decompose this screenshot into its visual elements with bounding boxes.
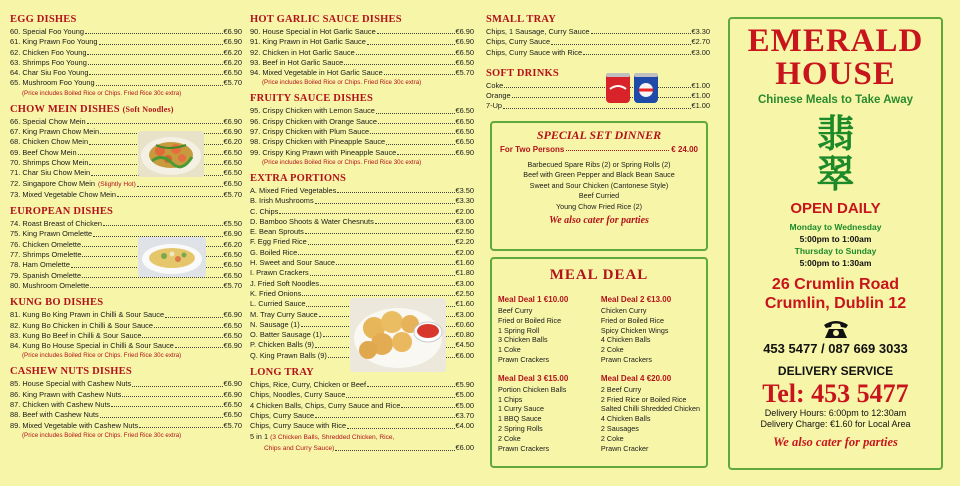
menu-item-price: €6.50 — [223, 400, 242, 410]
menu-item-price: €2.00 — [455, 206, 474, 216]
menu-item-name: Chips, Curry Sauce with Rice — [250, 421, 347, 431]
menu-item-row — [250, 411, 474, 421]
menu-item-name: A. Mixed Fried Vegetables — [250, 185, 337, 195]
menu-item-price: €5.00 — [455, 400, 474, 410]
menu-item-price: €6.90 — [223, 389, 242, 399]
meal-deal-item: 2 Coke — [600, 345, 624, 355]
garlic-note: (Price includes Boiled Rice or Chips. Fried Rice 30c extra) — [262, 79, 422, 87]
special-set-dinner-box — [490, 121, 708, 251]
menu-item-price: €6.50 — [223, 147, 242, 157]
meal-deal-item: Prawn Crackers — [498, 443, 550, 453]
set-dinner-item: Young Chow Fried Rice (2) — [555, 201, 643, 211]
menu-item-price: €2.50 — [455, 288, 474, 298]
extra-title: EXTRA PORTIONS — [250, 172, 347, 184]
menu-item-row — [10, 48, 242, 58]
menu-item-price: €6.50 — [455, 47, 474, 57]
opening-days-2: Thursday to Sunday — [794, 246, 877, 256]
menu-item-name: 76. Chicken Omelette — [10, 239, 82, 249]
menu-item-row — [250, 137, 474, 147]
chinese-character-1: 翡 — [816, 112, 855, 156]
menu-item-name: Chips, Curry Sauce with Rice — [486, 47, 583, 57]
opening-hours-2: 5:00pm to 1:30am — [799, 258, 872, 268]
meal-deal-item: 1 Coke — [498, 345, 521, 355]
menu-item-row — [250, 421, 474, 431]
set-dinner-cater: We also cater for parties — [549, 215, 649, 227]
menu-item-price: €5.00 — [455, 390, 474, 400]
menu-item-name: Q. King Prawn Balls (9) — [250, 350, 327, 360]
menu-item-name: Coke — [486, 80, 504, 90]
menu-item-name: Chips, Noodles, Curry Sauce — [250, 390, 346, 400]
open-daily: OPEN DAILY — [790, 200, 881, 217]
menu-item-price: €1.80 — [455, 268, 474, 278]
menu-item-price: €3.00 — [455, 309, 474, 319]
meal-deal-item: Chicken Curry — [600, 306, 647, 315]
meal-deal-item: 1 BBQ Sauce — [498, 414, 542, 424]
cashew-note: (Price includes Boiled Rice or Chips. Fried Rice 30c extra) — [22, 431, 182, 439]
menu-item-row — [10, 331, 242, 341]
menu-item-row — [10, 117, 242, 127]
set-dinner-item: Sweet and Sour Chicken (Cantonese Style) — [529, 180, 669, 190]
long-tray-title: LONG TRAY — [250, 367, 314, 379]
set-dinner-item: Barbecued Spare Ribs (2) or Spring Rolls (2) — [527, 160, 671, 169]
set-dinner-item: Beef with Green Pepper and Black Bean Sauce — [523, 170, 675, 180]
kung-bo-title: KUNG BO DISHES — [10, 297, 104, 309]
meal-deal-item: Prawn Crackers — [600, 354, 653, 364]
address-line2: Crumlin, Dublin 12 — [764, 295, 907, 312]
menu-item-row — [10, 271, 242, 281]
menu-item-row — [250, 248, 474, 258]
menu-item-price: €6.50 — [455, 127, 474, 137]
chow-mein-photo — [138, 131, 204, 177]
menu-item-price: €6.50 — [223, 168, 242, 178]
menu-item-row — [250, 148, 474, 158]
menu-item-price: €6.50 — [223, 410, 242, 420]
menu-item-row — [250, 258, 474, 268]
soft-drinks-title: SOFT DRINKS — [486, 67, 559, 79]
menu-item-row — [10, 400, 242, 410]
set-dinner-item: Beef Curried — [578, 191, 620, 201]
menu-item-price: €6.20 — [223, 239, 242, 249]
menu-item-row — [10, 168, 242, 178]
european-dishes-title: EUROPEAN DISHES — [10, 206, 114, 218]
menu-item-row — [10, 250, 242, 260]
meal-deal-item: 2 Spring Rolls — [498, 423, 543, 433]
menu-item-name: Chips, 1 Sausage, Curry Sauce — [486, 27, 590, 36]
menu-item-row — [486, 48, 710, 58]
menu-item-price: €6.90 — [223, 116, 242, 126]
menu-item-price: €6.90 — [223, 127, 242, 137]
menu-item-row — [250, 27, 474, 37]
brand-name-line1: EMERALD — [747, 23, 924, 59]
soft-drink-cans-photo — [604, 71, 660, 105]
fruity-title: FRUITY SAUCE DISHES — [250, 93, 374, 105]
menu-item-row — [486, 27, 710, 37]
delivery-service: DELIVERY SERVICE — [777, 364, 894, 378]
small-tray-list — [486, 27, 710, 58]
egg-dishes-note: (Price includes Boiled Rice or Chips. Fried Rice 30c extra) — [22, 89, 182, 97]
menu-item-row — [10, 127, 242, 137]
meal-deal-item: 3 Chicken Balls — [498, 335, 548, 345]
menu-item-row — [10, 310, 242, 320]
menu-item-price: €3.00 — [455, 278, 474, 288]
menu-item-price: €4.50 — [455, 340, 474, 350]
menu-item-name: 77. Shrimps Omelette — [10, 250, 82, 260]
chow-mein-list — [10, 117, 242, 200]
menu-item-name: 82. Kung Bo Chicken in Chilli & Sour Sauce — [10, 320, 153, 330]
menu-item-row — [10, 78, 242, 88]
menu-item-name: 96. Crispy Chicken with Orange Sauce — [250, 116, 377, 126]
menu-item-name: B. Irish Mushrooms — [250, 196, 314, 206]
menu-item-price: €1.60 — [455, 258, 474, 268]
menu-item-row — [250, 58, 474, 68]
menu-item-row — [10, 68, 242, 78]
meal-deal-item: Beef Curry — [498, 306, 533, 315]
kung-bo-list — [10, 310, 242, 351]
menu-item-row — [10, 190, 242, 200]
menu-item-price: €6.50 — [223, 157, 242, 167]
small-tray-title: SMALL TRAY — [486, 14, 556, 25]
meal-deal-item: Fried or Boiled Rice — [600, 315, 665, 325]
meal-deal-item: 2 Coke — [498, 433, 521, 443]
menu-item-name: 90. House Special in Hot Garlic Sauce — [250, 27, 376, 36]
meal-deal-item: Salted Chilli Shredded Chicken — [600, 404, 700, 414]
menu-item-name: P. Chicken Balls (9) — [250, 340, 314, 350]
menu-item-name: 84. Kung Bo House Special in Chilli & Sour Sauce — [10, 341, 174, 351]
meal-deal-item: 4 Chicken Balls — [600, 335, 651, 345]
five-in-one-row: 5 in 1 (3 Chicken Balls, Shredded Chicken, Rice, — [250, 431, 395, 441]
menu-item-name: Chips, Curry Sauce — [250, 410, 315, 420]
meal-deal-item: Prawn Cracker — [600, 443, 649, 453]
garlic-list — [250, 27, 474, 78]
menu-item-row — [10, 219, 242, 229]
meal-deal-grid — [492, 294, 706, 453]
brand-name-line2: HOUSE — [775, 56, 896, 92]
menu-item-name: 83. Kung Bo Beef in Chilli & Sour Sauce — [10, 330, 142, 340]
menu-item-name: 63. Shrimps Foo Young — [10, 57, 87, 67]
menu-item-price: €6.90 — [223, 379, 242, 389]
chicken-balls-photo — [350, 298, 446, 372]
phone-numbers: 453 5477 / 087 669 3033 — [763, 341, 908, 356]
menu-item-price: €6.90 — [223, 27, 242, 36]
menu-item-row — [486, 81, 710, 91]
menu-item-row — [10, 390, 242, 400]
menu-item-price: €6.90 — [223, 310, 242, 320]
menu-item-price: €2.50 — [455, 227, 474, 237]
menu-item-price: €6.00 — [455, 350, 474, 360]
menu-item-name: I. Prawn Crackers — [250, 268, 309, 278]
menu-item-name: 62. Chicken Foo Young — [10, 47, 87, 57]
delivery-hours: Delivery Hours: 6:00pm to 12:30am — [764, 408, 907, 418]
menu-item-price: €6.90 — [223, 341, 242, 351]
menu-item-name: 91. King Prawn in Hot Garlic Sauce — [250, 37, 366, 47]
menu-item-name: 78. Ham Omelette — [10, 260, 70, 270]
menu-item-price: €6.50 — [455, 137, 474, 147]
menu-item-name: 73. Mixed Vegetable Chow Mein — [10, 189, 116, 199]
menu-item-price: €6.20 — [223, 47, 242, 57]
meal-deal-item: 1 Spring Roll — [498, 325, 540, 335]
menu-item-price: €6.50 — [223, 250, 242, 260]
long-tray-list — [250, 380, 474, 431]
menu-item-name: 65. Mushroom Foo Young — [10, 78, 95, 88]
meal-deal-item: Prawn Crackers — [498, 354, 550, 364]
menu-item-row — [250, 401, 474, 411]
meal-deal-item: 2 Fried Rice or Boiled Rice — [600, 394, 687, 404]
menu-item-price: €6.50 — [223, 178, 242, 188]
menu-item-name: 92. Chicken in Hot Garlic Sauce — [250, 47, 355, 57]
opening-hours-1: 5:00pm to 1:00am — [799, 234, 872, 244]
menu-item-name: E. Bean Sprouts — [250, 227, 304, 237]
menu-item-name: C. Chips — [250, 206, 279, 216]
telephone-icon — [822, 319, 850, 339]
menu-item-price: €3.50 — [455, 185, 474, 195]
menu-item-row — [10, 58, 242, 68]
menu-item-row — [250, 390, 474, 400]
menu-item-price: €5.70 — [455, 68, 474, 78]
menu-item-name: 81. Kung Bo King Prawn in Chilli & Sour Sauce — [10, 310, 165, 320]
menu-item-name: 80. Mushroom Omelette — [10, 280, 90, 290]
menu-item-name: 7-Up — [486, 101, 503, 111]
menu-item-price: €3.30 — [455, 196, 474, 206]
menu-item-row — [10, 281, 242, 291]
menu-item-price: €6.50 — [223, 270, 242, 280]
menu-item-row — [10, 321, 242, 331]
menu-item-name: 68. Chicken Chow Mein — [10, 137, 89, 147]
cashew-list — [10, 379, 242, 430]
menu-item-price: €6.50 — [455, 57, 474, 67]
meal-deal-title: MEAL DEAL — [549, 267, 649, 283]
menu-item-price: €6.90 — [223, 37, 242, 47]
menu-item-price: €4.00 — [455, 421, 474, 431]
menu-item-row — [250, 37, 474, 47]
menu-item-name: 64. Char Siu Foo Young — [10, 68, 89, 78]
menu-item-price: €6.20 — [223, 57, 242, 67]
omelette-photo — [138, 237, 206, 277]
menu-item-row — [250, 196, 474, 206]
menu-item-name: M. Tray Curry Sauce — [250, 309, 318, 319]
egg-dishes-list — [10, 27, 242, 89]
meal-deal-3: Meal Deal 3 €15.00 Portion Chicken Balls 1 Chips 1 Curry Sauce 1 BBQ Sauce 2 Spring Rolls 2 Coke Prawn Crackers — [498, 373, 597, 454]
menu-item-price: €6.50 — [223, 320, 242, 330]
menu-item-name: K. Fried Onions — [250, 288, 302, 298]
menu-item-price: €5.50 — [223, 219, 242, 229]
menu-item-name: H. Sweet and Sour Sauce — [250, 258, 336, 268]
menu-item-name: 74. Roast Breast of Chicken — [10, 219, 103, 229]
menu-item-row — [250, 380, 474, 390]
menu-item-name: Chips, Curry Sauce — [486, 37, 551, 47]
menu-item-row — [250, 227, 474, 237]
menu-item-price: €6.50 — [455, 106, 474, 116]
menu-item-price: €6.50 — [223, 68, 242, 78]
menu-item-price: €5.70 — [223, 189, 242, 199]
meal-deal-item: Fried or Boiled Rice — [498, 315, 562, 325]
fruity-list — [250, 106, 474, 157]
chow-mein-title: CHOW MEIN DISHES (Soft Noodles) — [10, 103, 174, 115]
menu-item-price: €2.70 — [691, 37, 710, 47]
menu-item-price: €3.30 — [691, 27, 710, 36]
menu-item-name: J. Fried Soft Noodles — [250, 278, 320, 288]
cashew-title: CASHEW NUTS DISHES — [10, 366, 132, 378]
menu-item-row — [10, 37, 242, 47]
menu-item-price: €5.70 — [223, 280, 242, 290]
menu-item-name: N. Sausage (1) — [250, 319, 300, 329]
menu-item-name: 71. Char Siu Chow Mein — [10, 168, 91, 178]
menu-item-row — [250, 279, 474, 289]
menu-item-price: €6.50 — [223, 260, 242, 270]
meal-deal-item: 1 Curry Sauce — [498, 404, 544, 414]
menu-item-name: 79. Spanish Omelette — [10, 270, 82, 280]
menu-column-1 — [10, 0, 242, 486]
menu-item-row — [486, 91, 710, 101]
menu-item-name: 69. Beef Chow Mein — [10, 147, 77, 157]
menu-item-price: €6.20 — [223, 137, 242, 147]
delivery-charge: Delivery Charge: €1.60 for Local Area — [760, 419, 911, 429]
menu-item-name: 60. Special Foo Young — [10, 27, 84, 36]
menu-item-row — [10, 158, 242, 168]
menu-item-name: 85. House Special with Cashew Nuts — [10, 379, 132, 389]
menu-item-name: 4 Chicken Balls, Chips, Curry Sauce and Rice — [250, 400, 401, 410]
egg-dishes-title: EGG DISHES — [10, 14, 77, 25]
menu-item-name: Orange — [486, 91, 511, 101]
garlic-title: HOT GARLIC SAUCE DISHES — [250, 14, 402, 25]
menu-item-row — [250, 186, 474, 196]
menu-item-price: €6.90 — [455, 147, 474, 157]
menu-item-name: 61. King Prawn Foo Young — [10, 37, 98, 47]
menu-item-row — [250, 48, 474, 58]
meal-deal-1: Meal Deal 1 €10.00 Beef Curry Fried or Boiled Rice 1 Spring Roll 3 Chicken Balls 1 Coke Prawn Crackers — [498, 294, 597, 365]
menu-item-row — [486, 37, 710, 47]
menu-item-row — [10, 240, 242, 250]
meal-deal-item: 4 Chicken Balls — [600, 414, 651, 424]
menu-item-name: Chips, Rice, Curry, Chicken or Beef — [250, 380, 367, 390]
menu-item-row — [10, 379, 242, 389]
set-dinner-items — [492, 160, 706, 212]
menu-item-name: 99. Crispy King Prawn with Pineapple Sauce — [250, 147, 397, 157]
menu-item-price: €3.70 — [455, 410, 474, 420]
menu-item-price: €6.90 — [455, 37, 474, 47]
kung-bo-note: (Price includes Boiled Rice or Chips. Fried Rice 30c extra) — [22, 352, 182, 360]
menu-item-row — [10, 148, 242, 158]
menu-item-row — [10, 179, 242, 190]
menu-item-row — [10, 421, 242, 431]
menu-item-price: €0.80 — [455, 330, 474, 340]
menu-item-name: 97. Crispy Chicken with Plum Sauce — [250, 127, 370, 137]
menu-item-row — [10, 260, 242, 270]
menu-item-price: €6.50 — [455, 116, 474, 126]
meal-deal-item: 2 Sausages — [600, 423, 639, 433]
five-in-one-row-2: Chips and Curry Sauce) €6.00 — [264, 442, 474, 452]
meal-deal-item: Portion Chicken Balls — [498, 384, 567, 394]
menu-item-name: 94. Mixed Vegetable in Hot Garlic Sauce — [250, 68, 383, 78]
menu-item-row — [250, 68, 474, 78]
menu-item-price: €5.70 — [223, 420, 242, 430]
menu-item-row — [10, 229, 242, 239]
meal-deal-item: 1 Chips — [498, 394, 523, 404]
menu-item-row — [250, 207, 474, 217]
menu-item-price: €1.00 — [691, 91, 710, 101]
menu-item-price: €3.00 — [691, 47, 710, 57]
meal-deal-4: Meal Deal 4 €20.00 2 Beef Curry 2 Fried Rice or Boiled Rice Salted Chilli Shredded Chicken 4 Chicken Balls 2 Sausages 2 Coke Prawn Cracker — [600, 373, 700, 453]
brand-cater: We also cater for parties — [773, 435, 898, 449]
meal-deal-item: Spicy Chicken Wings — [600, 325, 669, 335]
menu-item-price: €1.60 — [455, 299, 474, 309]
menu-item-name: 75. King Prawn Omelette — [10, 229, 93, 239]
meal-deal-item: 2 Beef Curry — [600, 384, 642, 394]
menu-item-name: 86. King Prawn with Cashew Nuts — [10, 389, 122, 399]
brand-panel — [728, 17, 943, 470]
brand-tagline: Chinese Meals to Take Away — [757, 94, 914, 106]
menu-item-price: €6.90 — [455, 27, 474, 36]
menu-item-row — [250, 217, 474, 227]
menu-item-name: 66. Special Chow Mein — [10, 116, 86, 126]
set-dinner-persons: For Two Persons € 24.00 — [500, 145, 698, 154]
menu-item-price: €0.60 — [455, 319, 474, 329]
menu-item-price: €6.90 — [223, 229, 242, 239]
menu-item-price: €5.70 — [223, 78, 242, 88]
menu-item-row — [250, 268, 474, 278]
menu-item-row — [250, 127, 474, 137]
menu-item-name: 98. Crispy Chicken with Pineapple Sauce — [250, 137, 386, 147]
menu-item-name: 95. Crispy Chicken with Lemon Sauce — [250, 106, 375, 116]
menu-item-name: 72. Singapore Chow Mein — [10, 178, 96, 188]
menu-item-name: F. Egg Fried Rice — [250, 237, 307, 247]
menu-item-row — [10, 410, 242, 420]
european-dishes-list — [10, 219, 242, 291]
menu-item-price: €3.00 — [455, 216, 474, 226]
menu-item-row — [10, 27, 242, 37]
menu-item-row — [250, 106, 474, 116]
menu-item-name: 88. Beef with Cashew Nuts — [10, 410, 99, 420]
menu-item-name: L. Curried Sauce — [250, 299, 306, 309]
menu-item-name: 93. Beef in Hot Garlic Sauce — [250, 57, 344, 67]
menu-item-price: €1.00 — [691, 101, 710, 111]
meal-deal-item: 2 Coke — [600, 433, 624, 443]
menu-item-name: 89. Mixed Vegetable with Cashew Nuts — [10, 420, 139, 430]
menu-item-name: 87. Chicken with Cashew Nuts — [10, 400, 111, 410]
menu-item-row — [250, 117, 474, 127]
fruity-note: (Price includes Boiled Rice or Chips. Fried Rice 30c extra) — [262, 158, 422, 166]
menu-item-row — [10, 137, 242, 147]
telephone-number: Tel: 453 5477 — [762, 379, 909, 408]
menu-item-row — [250, 237, 474, 247]
opening-days-1: Monday to Wednesday — [789, 222, 882, 232]
soft-drinks-list — [486, 81, 710, 112]
chinese-character-2: 翠 — [816, 152, 855, 196]
menu-item-row — [10, 341, 242, 351]
menu-item-name: 70. Shrimps Chow Mein — [10, 157, 89, 167]
menu-item-price: €2.00 — [455, 247, 474, 257]
menu-column-2 — [250, 0, 474, 486]
menu-item-note: (Slightly Hot) — [98, 180, 136, 188]
menu-item-row — [486, 101, 710, 111]
menu-item-price: €5.90 — [455, 380, 474, 390]
menu-item-name: 67. King Prawn Chow Mein — [10, 127, 100, 137]
meal-deal-box — [490, 257, 708, 468]
address-line1: 26 Crumlin Road — [771, 276, 900, 293]
menu-item-name: O. Batter Sausage (1) — [250, 330, 322, 340]
menu-item-name: G. Boiled Rice — [250, 247, 298, 257]
menu-item-name: D. Bamboo Shoots & Water Chesnuts — [250, 216, 374, 226]
set-dinner-title: SPECIAL SET DINNER — [536, 128, 662, 142]
menu-item-price: €1.00 — [691, 80, 710, 90]
meal-deal-2: Meal Deal 2 €13.00 Chicken Curry Fried or Boiled Rice Spicy Chicken Wings 4 Chicken Balls 2 Coke Prawn Crackers — [601, 294, 700, 365]
menu-item-price: €2.20 — [455, 237, 474, 247]
menu-item-price: €6.50 — [223, 330, 242, 340]
